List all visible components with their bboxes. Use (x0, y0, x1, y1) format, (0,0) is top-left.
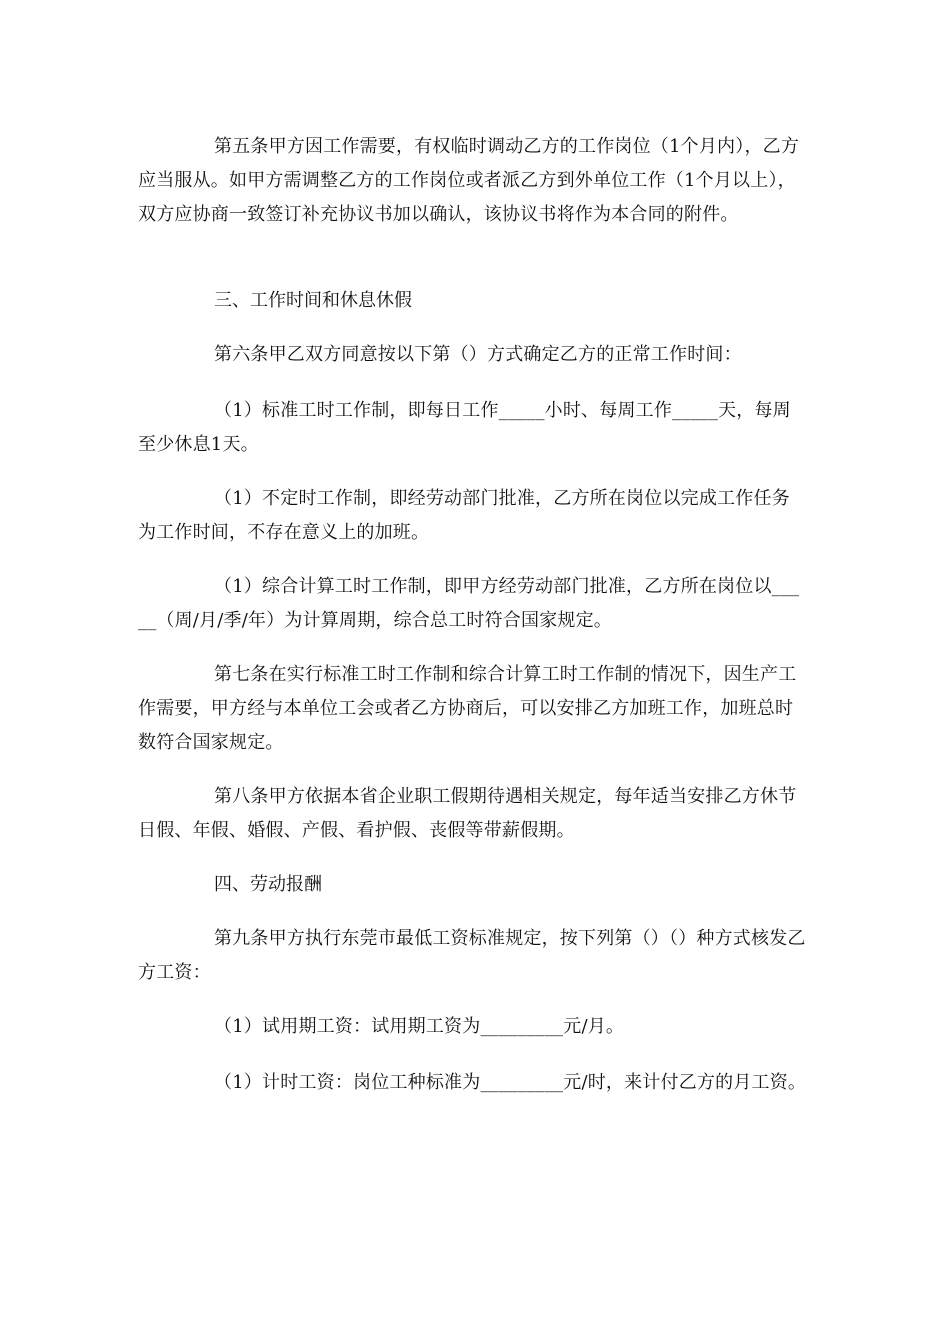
article-6-paragraph: 第六条甲乙双方同意按以下第（）方式确定乙方的正常工作时间： (214, 344, 742, 365)
article-5-paragraph: 第五条甲方因工作需要，有权临时调动乙方的工作岗位（1个月内），乙方应当服从。如甲方需调整乙方的工作岗位或者派乙方到外单位工作（1个月以上），双方应协商一致签订补充协议书加以确认，该协议书将作为本合同的附件。 (138, 136, 800, 225)
standard-hours-paragraph: （1）标准工时工作制，即每日工作_____小时、每周工作_____天，每周至少休息1天。 (138, 400, 791, 455)
hourly-wage-paragraph: （1）计时工资：岗位工种标准为_________元/时，来计付乙方的月工资。 (214, 1072, 807, 1093)
article-8-paragraph: 第八条甲方依据本省企业职工假期待遇相关规定，每年适当安排乙方休节日假、年假、婚假、产假、看护假、丧假等带薪假期。 (138, 786, 797, 841)
article-9-paragraph: 第九条甲方执行东莞市最低工资标准规定，按下列第（）（）种方式核发乙方工资： (138, 928, 806, 983)
probation-wage-paragraph: （1）试用期工资：试用期工资为_________元/月。 (214, 1016, 625, 1037)
article-7-paragraph: 第七条在实行标准工时工作制和综合计算工时工作制的情况下，因生产工作需要，甲方经与本单位工会或者乙方协商后，可以安排乙方加班工作，加班总时数符合国家规定。 (138, 664, 797, 753)
section-4-heading: 四、劳动报酬 (214, 874, 322, 895)
flexible-hours-paragraph: （1）不定时工作制，即经劳动部门批准，乙方所在岗位以完成工作任务为工作时间，不存在意义上的加班。 (138, 488, 790, 543)
section-3-heading: 三、工作时间和休息休假 (214, 290, 412, 311)
comprehensive-hours-paragraph: （1）综合计算工时工作制，即甲方经劳动部门批准，乙方所在岗位以_____（周/月/季/年）为计算周期，综合总工时符合国家规定。 (138, 576, 800, 631)
